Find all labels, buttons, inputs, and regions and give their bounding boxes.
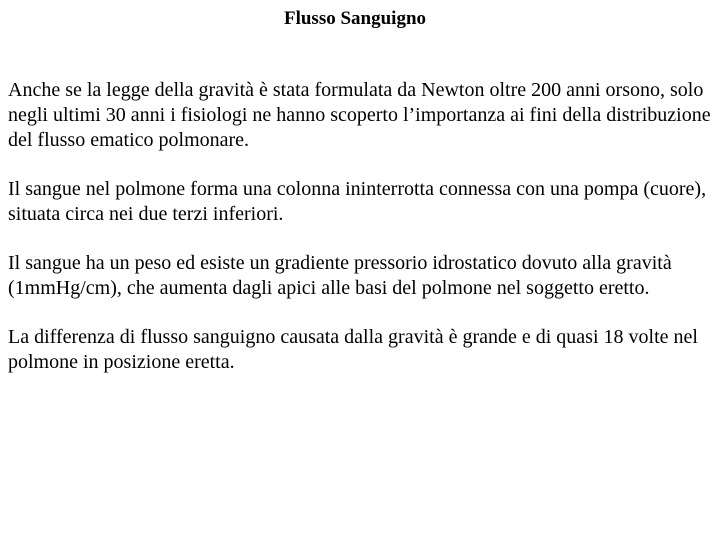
slide-title: Flusso Sanguigno	[283, 8, 427, 29]
paragraph-gravity-history: Anche se la legge della gravità è stata formulata da Newton oltre 200 anni orsono, solo negli ultimi 30 anni i fisiologi ne hanno scoperto l’importanza ai fini della distribuzione del flusso ematico polmonare.	[8, 79, 711, 151]
slide-body	[8, 78, 712, 399]
paragraph-flow-difference: La differenza di flusso sanguigno causata dalla gravità è grande e di quasi 18 volte nel polmone in posizione eretta.	[8, 326, 698, 373]
paragraph-pressure-gradient: Il sangue ha un peso ed esiste un gradiente pressorio idrostatico dovuto alla gravità (1mmHg/cm), che aumenta dagli apici alle basi del polmone nel soggetto eretto.	[8, 252, 672, 299]
paragraph-blood-column: Il sangue nel polmone forma una colonna ininterrotta connessa con una pompa (cuore), situata circa nei due terzi inferiori.	[8, 178, 707, 225]
